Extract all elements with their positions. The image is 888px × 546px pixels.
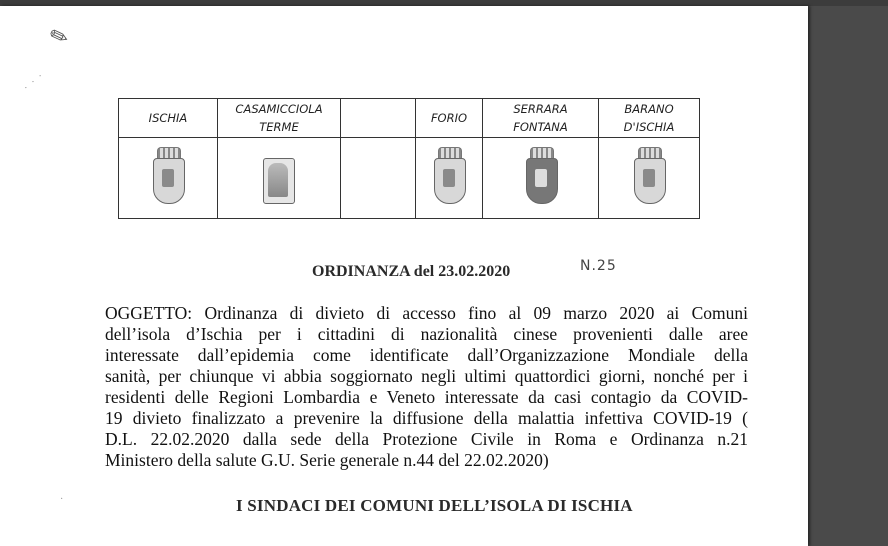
subject-line: 19 divieto finalizzato a prevenire la diffusione della malattia infettiva COVID-19 ( [105, 408, 748, 428]
town-cell-forio: FORIO [416, 99, 483, 138]
subject-line: dell’isola d’Ischia per i cittadini di nazionalità cinese provenienti dalle aree [105, 324, 748, 344]
crest-cell-empty [341, 138, 416, 219]
serrara-crest-icon [523, 147, 559, 209]
scan-speck-icon: · [60, 494, 64, 505]
crest-cell-casamicciola [218, 138, 341, 219]
municipalities-table [118, 98, 700, 219]
mayors-heading: I SINDACI DEI COMUNI DELL’ISOLA DI ISCHIA [236, 496, 633, 515]
crest-cell-barano [599, 138, 700, 219]
subject-line: interessate dall’epidemia come identificate dall’Organizzazione Mondiale della [105, 345, 748, 365]
town-cell-ischia: ISCHIA [119, 99, 218, 138]
ischia-crest-icon [150, 147, 186, 209]
casamicciola-crest-icon [260, 147, 298, 209]
forio-crest-icon [431, 147, 467, 209]
subject-line: residenti delle Regioni Lombardia e Veneto interessate da casi contagio da COVID- [105, 387, 748, 407]
town-cell-casamicciola: CASAMICCIOLA TERME [218, 99, 341, 138]
subject-line: Ministero della salute G.U. Serie generale n.44 del 22.02.2020) [105, 450, 549, 470]
ordinance-title: ORDINANZA del 23.02.2020 [312, 263, 511, 280]
subject-paragraph [105, 303, 748, 471]
crest-cell-ischia [119, 138, 218, 219]
handwritten-number: N.25 [580, 258, 617, 274]
town-cell-empty [341, 99, 416, 138]
scan-specks-icon: · · · [21, 69, 46, 93]
subject-line: D.L. 22.02.2020 dalla sede della Protezione Civile in Roma e Ordinanza n.21 [105, 429, 748, 449]
subject-line: OGGETTO: Ordinanza di divieto di accesso fino al 09 marzo 2020 ai Comuni [105, 303, 748, 323]
barano-crest-icon [631, 147, 667, 209]
subject-line: sanità, per chiunque vi abbia soggiornato negli ultimi quattordici giorni, nonché per i [105, 366, 748, 386]
crest-cell-serrara [483, 138, 599, 219]
crest-cell-forio [416, 138, 483, 219]
town-cell-barano: BARANO D'ISCHIA [599, 99, 700, 138]
pencil-mark-icon: ✎ [46, 21, 72, 52]
town-cell-serrara: SERRARA FONTANA [483, 99, 599, 138]
